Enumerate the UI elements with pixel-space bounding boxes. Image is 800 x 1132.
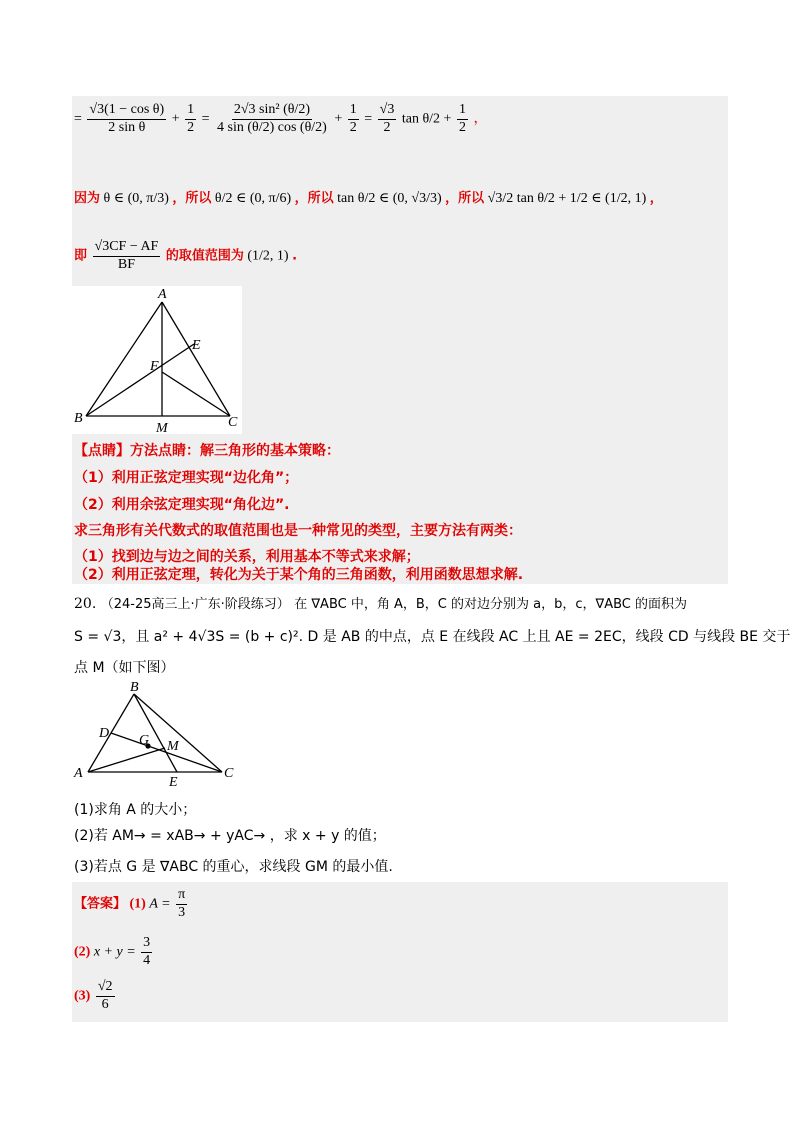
answer-1: 【答案】 (1) A = $\frac{\pi}{3}$ (74, 887, 186, 920)
fraction-half: $\frac{1}{2}$ (187, 102, 195, 135)
conclusion-line: 即 $\frac{√3CF - AF}{BF}$ 的取值范围为 (1/2, 1) . (74, 239, 298, 272)
problem20-line1: 20. （24-25高三上·广东·阶段练习） 在 ∇ABC 中，角 A，B，C 的对边分别为 a，b，c，∇ABC 的面积为 (74, 596, 687, 612)
answer-tag: 【答案】 (74, 896, 127, 912)
question-1: (1)求角 A 的大小； (74, 802, 197, 818)
comment-line-2: （2）利用余弦定理实现“角化边”. (74, 497, 290, 513)
fig2-label-g: G (139, 733, 150, 748)
problem20-line3: 点 M（如下图） (74, 660, 175, 676)
figure1-triangle-diagram (72, 286, 242, 434)
fig1-label-m: M (156, 421, 168, 434)
fraction-2: $\frac{\text{2√3 sin² (θ/2)}}{4 \sin (\theta/2) \cos (\theta/2)}$ (217, 102, 327, 135)
equation-line: = $\frac{\text{√3(1 − cos θ)}}{\text{2 sin θ}}$ + $\frac{1}{2}$ = $\frac{\text{2√3 sin² (θ/2)}}{4 \sin (\theta/2) \cos (\theta/2)}$ + $\frac{1}{2}$ = $\frac{√3}{2}$ tan θ/2 + $\frac{1}{2}$ ， (74, 102, 488, 135)
answer-2: (2) x + y = $\frac{3}{4}$ (74, 935, 151, 968)
problem-number: 20. (74, 596, 97, 612)
problem-source: （24-25高三上·广东·阶段练习） (100, 597, 290, 612)
because-line: 因为 θ ∈ (0, π/3) ，所以 θ/2 ∈ (0, π/6) ，所以 tan θ/2 ∈ (0, √3/3) ，所以 √3/2 tan θ/2 + 1/2 ∈ (1/2, 1) ， (74, 191, 663, 206)
fig2-label-c: C (224, 766, 234, 781)
fig2-label-d: D (99, 726, 110, 741)
answer-3: (3) $\frac{√2}{6}$ (74, 979, 113, 1012)
fig1-label-a: A (158, 287, 167, 302)
comment-line-3: 求三角形有关代数式的取值范围也是一种常见的类型，主要方法有两类： (74, 523, 522, 539)
comment-line-5: （2）利用正弦定理，转化为关于某个角的三角函数，利用函数思想求解. (74, 567, 524, 583)
problem20-line2: S = √3，且 a² + 4√3S = (b + c)². D 是 AB 的中点，点 E 在线段 AC 上且 AE = 2EC，线段 CD 与线段 BE 交于 (74, 629, 791, 645)
fraction-3: $\frac{√3}{2}$ (379, 102, 395, 135)
comment-line-4: （1）找到边与边之间的关系，利用基本不等式来求解； (74, 549, 420, 565)
figure2-triangle-diagram (72, 680, 242, 788)
fraction-1: $\frac{\text{√3(1 − cos θ)}}{\text{2 sin θ}}$ (89, 102, 165, 135)
comment-line-1: （1）利用正弦定理实现“边化角”； (74, 470, 299, 486)
fig1-label-b: B (74, 411, 83, 426)
fig1-label-e: E (192, 338, 201, 353)
question-2: (2)若 AM→ = xAB→ + yAC→ ，求 x + y 的值； (74, 828, 386, 844)
fig2-label-m: M (167, 739, 179, 754)
fig1-label-c: C (228, 415, 238, 430)
comment-line-0: 【点睛】方法点睛：解三角形的基本策略： (74, 443, 340, 459)
fig2-label-b: B (130, 680, 139, 695)
fig1-label-f: F (150, 359, 159, 374)
comment-tag: 【点睛】 (74, 443, 130, 459)
fig2-label-e: E (169, 775, 178, 788)
question-3: (3)若点 G 是 ∇ABC 的重心，求线段 GM 的最小值. (74, 859, 393, 875)
fig2-label-a: A (74, 766, 83, 781)
